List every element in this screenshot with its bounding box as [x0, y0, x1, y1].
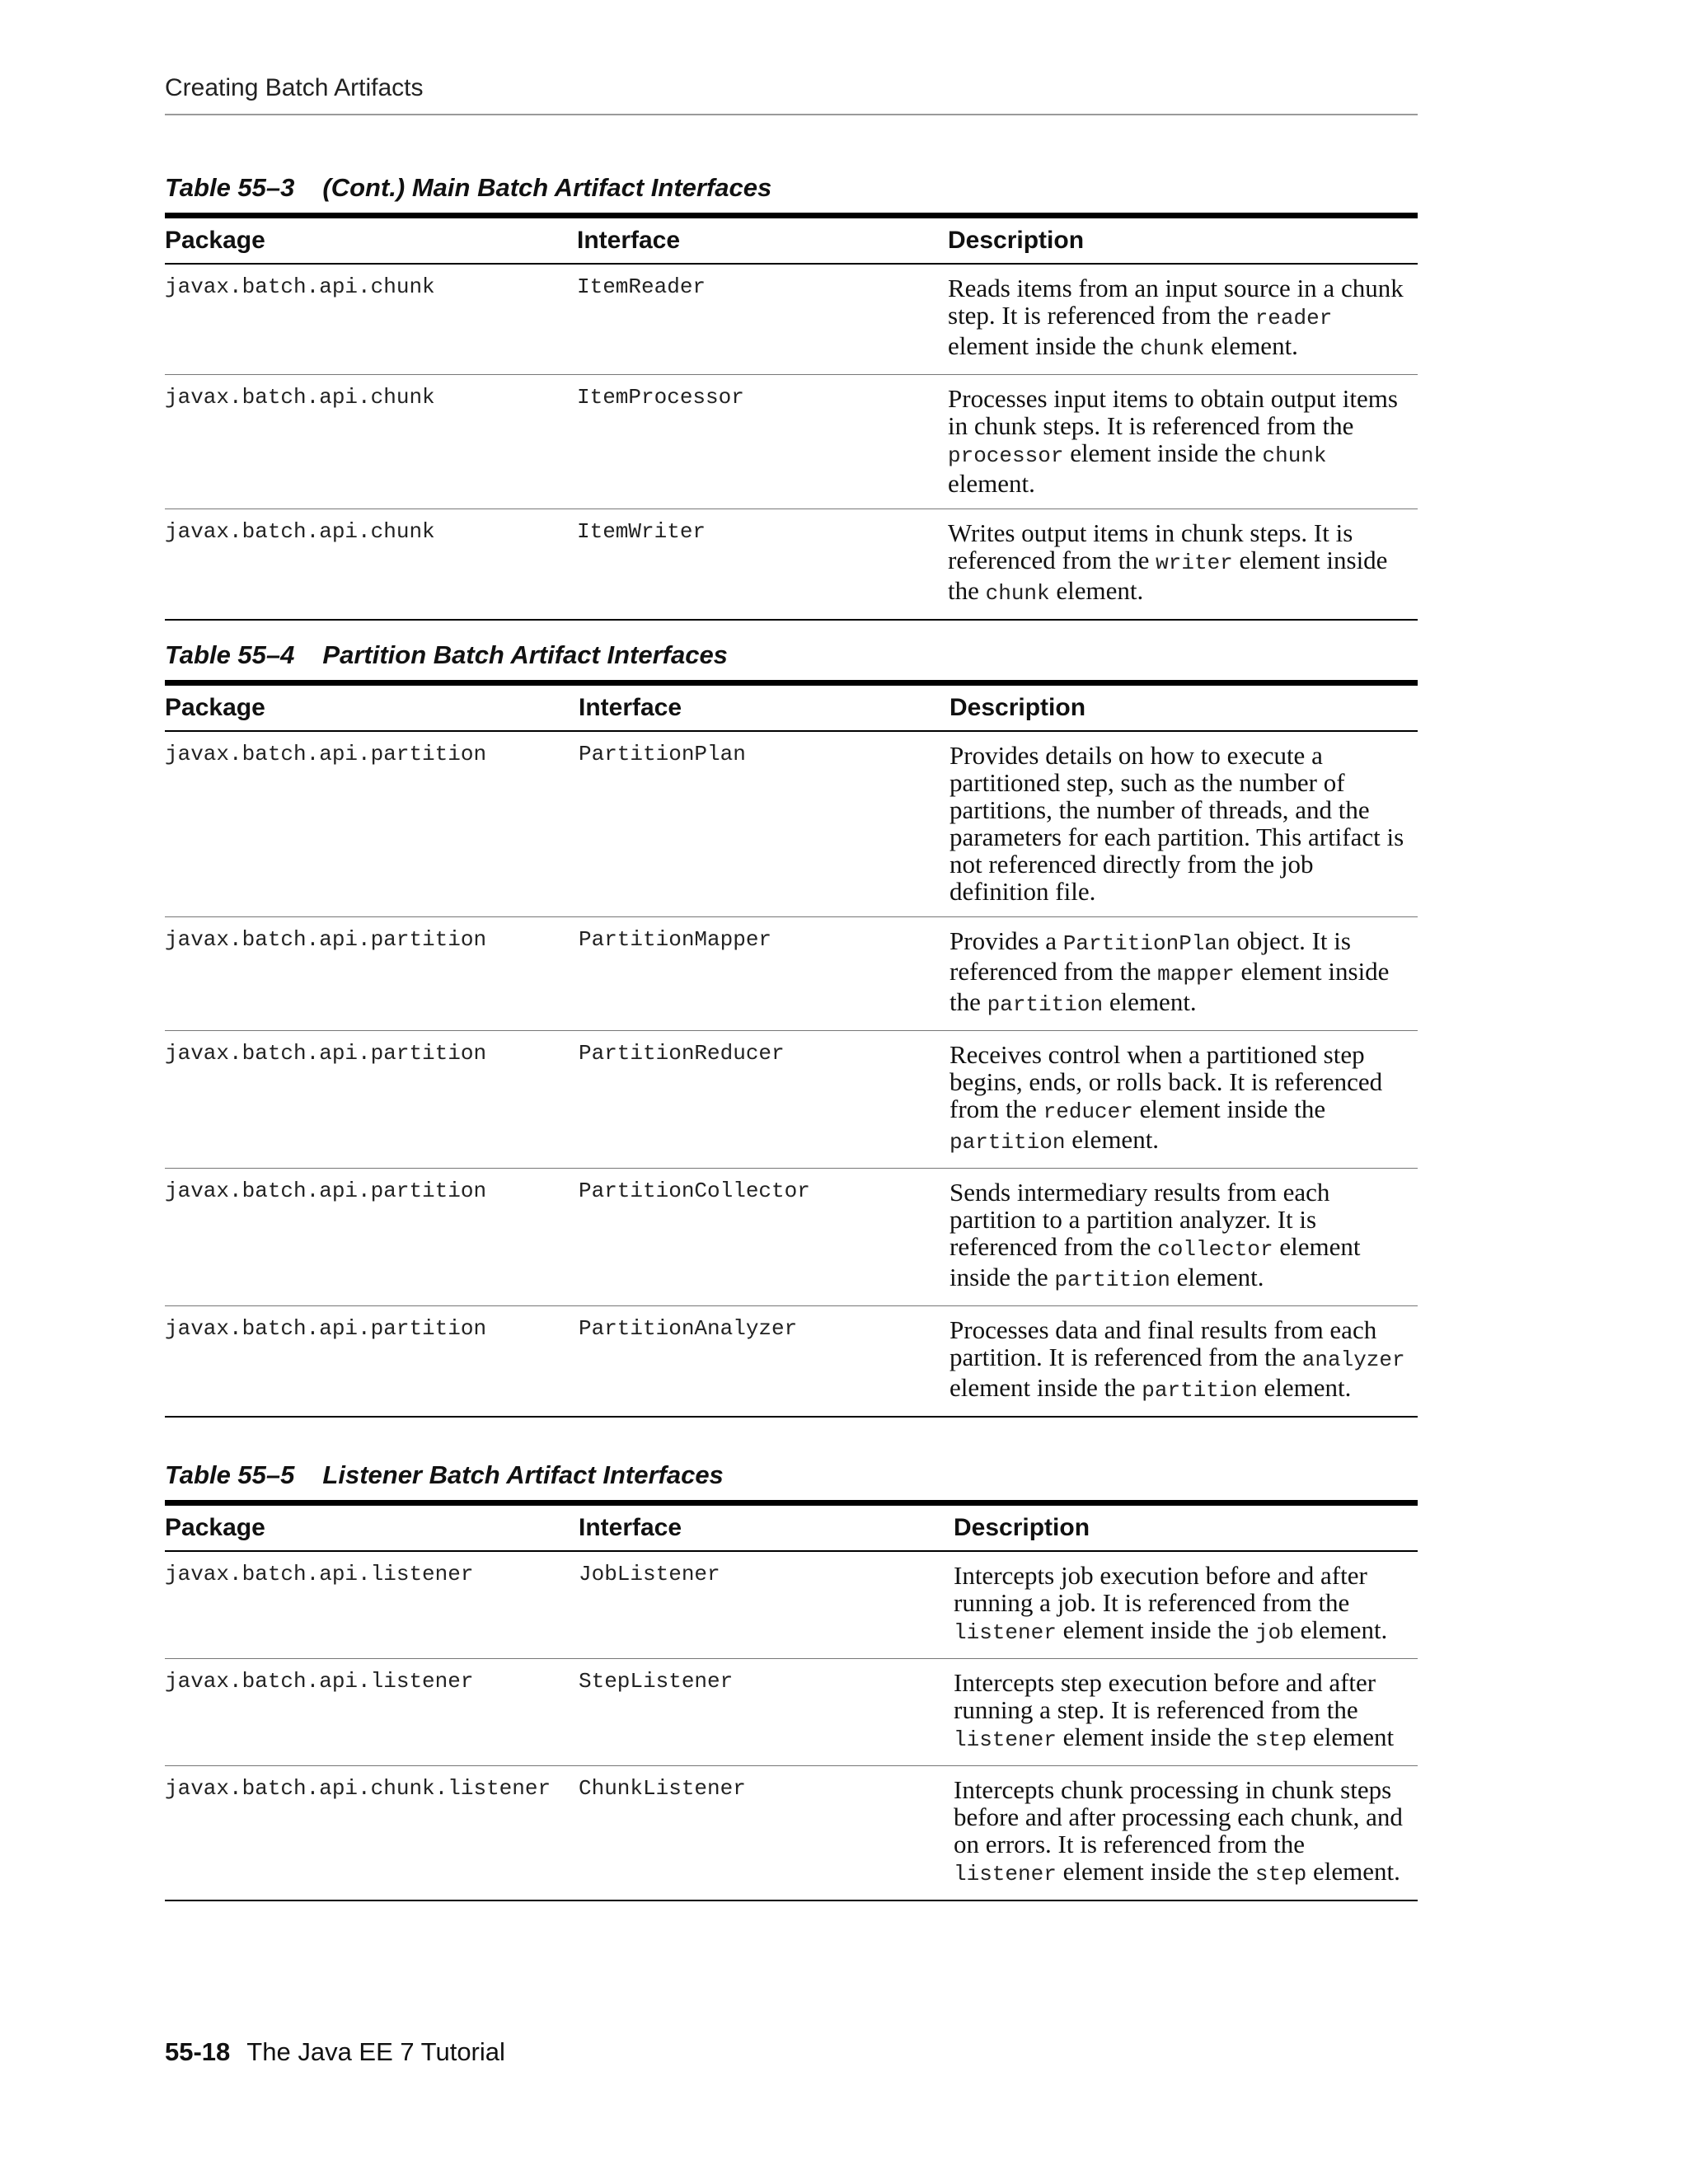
- description-text: element inside the: [1056, 1857, 1255, 1886]
- description-cell: [954, 1659, 1418, 1766]
- description-text: element inside the: [1056, 1615, 1255, 1644]
- description-cell: [950, 1031, 1418, 1169]
- description-text: element inside the: [950, 1232, 1361, 1291]
- table-row: [165, 509, 1418, 621]
- page-number: 55-18: [165, 2037, 231, 2066]
- description-cell: [950, 1306, 1418, 1418]
- table-55-4: [165, 640, 1418, 1418]
- interface-cell: ItemProcessor: [577, 375, 948, 509]
- table-row: [165, 1306, 1418, 1418]
- code-term: chunk: [1140, 336, 1205, 361]
- code-term: mapper: [1157, 962, 1235, 987]
- description-text: element inside the: [950, 1373, 1142, 1402]
- table-caption: [165, 173, 1418, 203]
- description-text: element.: [1049, 576, 1144, 605]
- description-text: element.: [948, 469, 1035, 498]
- interface-cell: PartitionPlan: [579, 731, 950, 917]
- column-header-description: Description: [954, 1503, 1418, 1552]
- interfaces-table: [165, 1500, 1418, 1901]
- table-header-row: [165, 216, 1418, 265]
- interfaces-table: [165, 680, 1418, 1418]
- table-number: Table 55–4: [165, 640, 295, 669]
- column-header-interface: Interface: [579, 1503, 954, 1552]
- column-header-description: Description: [948, 216, 1418, 265]
- package-cell: javax.batch.api.listener: [165, 1551, 579, 1659]
- description-text: Processes data and final results from each partition. It is referenced from the: [950, 1315, 1377, 1371]
- description-cell: [950, 731, 1418, 917]
- table-row: [165, 375, 1418, 509]
- interface-cell: ItemWriter: [577, 509, 948, 621]
- table-caption: [165, 1460, 1418, 1490]
- interface-cell: StepListener: [579, 1659, 954, 1766]
- interface-cell: PartitionCollector: [579, 1169, 950, 1306]
- table-title: Listener Batch Artifact Interfaces: [322, 1460, 724, 1489]
- description-text: element.: [1257, 1373, 1352, 1402]
- description-text: Writes output items in chunk steps. It is referenced from the: [948, 518, 1353, 574]
- package-cell: javax.batch.api.partition: [165, 1031, 579, 1169]
- code-term: chunk: [985, 581, 1050, 606]
- table-row: [165, 917, 1418, 1031]
- description-cell: [950, 917, 1418, 1031]
- table-header-row: [165, 683, 1418, 732]
- description-cell: [948, 509, 1418, 621]
- table-caption: [165, 640, 1418, 670]
- description-text: element.: [1293, 1615, 1388, 1644]
- column-header-package: Package: [165, 1503, 579, 1552]
- package-cell: javax.batch.api.chunk.listener: [165, 1766, 579, 1901]
- package-cell: javax.batch.api.partition: [165, 1306, 579, 1418]
- description-text: element inside the: [1063, 438, 1263, 467]
- description-text: Intercepts job execution before and after running a job. It is referenced from the: [954, 1561, 1367, 1617]
- code-term: partition: [987, 992, 1104, 1017]
- table-title: (Cont.) Main Batch Artifact Interfaces: [322, 173, 772, 202]
- description-cell: [954, 1766, 1418, 1901]
- page-footer: [165, 2037, 505, 2067]
- description-text: element inside the: [948, 331, 1141, 360]
- package-cell: javax.batch.api.chunk: [165, 375, 577, 509]
- table-55-3: [165, 173, 1418, 621]
- column-header-package: Package: [165, 683, 579, 732]
- table-title: Partition Batch Artifact Interfaces: [322, 640, 728, 669]
- code-term: writer: [1156, 551, 1233, 575]
- column-header-interface: Interface: [577, 216, 948, 265]
- code-term: analyzer: [1301, 1347, 1405, 1372]
- description-cell: [948, 375, 1418, 509]
- package-cell: javax.batch.api.listener: [165, 1659, 579, 1766]
- description-text: Reads items from an input source in a chunk step. It is referenced from the: [948, 274, 1404, 330]
- description-text: Intercepts step execution before and after running a step. It is referenced from the: [954, 1668, 1376, 1724]
- package-cell: javax.batch.api.partition: [165, 731, 579, 917]
- table-header-row: [165, 1503, 1418, 1552]
- column-header-interface: Interface: [579, 683, 950, 732]
- code-term: PartitionPlan: [1062, 931, 1231, 956]
- code-term: partition: [1054, 1268, 1170, 1292]
- code-term: collector: [1157, 1237, 1273, 1262]
- package-cell: javax.batch.api.chunk: [165, 509, 577, 621]
- package-cell: javax.batch.api.partition: [165, 917, 579, 1031]
- code-term: listener: [954, 1620, 1057, 1645]
- table-row: [165, 1169, 1418, 1306]
- description-text: Processes input items to obtain output items in chunk steps. It is referenced from the: [948, 384, 1398, 440]
- column-header-description: Description: [950, 683, 1418, 732]
- description-text: element inside the: [1132, 1094, 1326, 1123]
- interface-cell: JobListener: [579, 1551, 954, 1659]
- description-text: element.: [1170, 1263, 1264, 1291]
- description-text: element.: [1204, 331, 1298, 360]
- code-term: reader: [1254, 306, 1333, 330]
- table-row: [165, 1766, 1418, 1901]
- description-text: Sends intermediary results from each partition to a partition analyzer. It is referenced from the: [950, 1178, 1330, 1261]
- running-header: Creating Batch Artifacts: [165, 74, 1418, 115]
- description-cell: [950, 1169, 1418, 1306]
- description-text: object. It is referenced from the: [950, 926, 1351, 986]
- table-row: [165, 1659, 1418, 1766]
- interface-cell: PartitionReducer: [579, 1031, 950, 1169]
- interface-cell: PartitionMapper: [579, 917, 950, 1031]
- code-term: step: [1254, 1727, 1307, 1752]
- table-row: [165, 731, 1418, 917]
- table-55-5: [165, 1460, 1418, 1901]
- package-cell: javax.batch.api.partition: [165, 1169, 579, 1306]
- description-text: element inside the: [948, 546, 1388, 605]
- interface-cell: ItemReader: [577, 264, 948, 375]
- description-text: element.: [1306, 1857, 1400, 1886]
- interfaces-table: [165, 213, 1418, 621]
- description-cell: [954, 1551, 1418, 1659]
- package-cell: javax.batch.api.chunk: [165, 264, 577, 375]
- interface-cell: PartitionAnalyzer: [579, 1306, 950, 1418]
- table-number: Table 55–5: [165, 1460, 295, 1489]
- table-row: [165, 1031, 1418, 1169]
- description-text: element inside the: [950, 957, 1390, 1016]
- description-text: element.: [1103, 987, 1197, 1016]
- table-row: [165, 1551, 1418, 1659]
- code-term: job: [1254, 1620, 1294, 1645]
- description-text: Provides a: [950, 926, 1063, 955]
- code-term: chunk: [1262, 443, 1327, 468]
- column-header-package: Package: [165, 216, 577, 265]
- code-term: listener: [954, 1727, 1057, 1752]
- description-text: Intercepts chunk processing in chunk steps before and after processing each chunk, and on errors. It is referenced from the: [954, 1775, 1403, 1858]
- interface-cell: ChunkListener: [579, 1766, 954, 1901]
- description-text: element.: [1065, 1125, 1160, 1154]
- description-text: Provides details on how to execute a partitioned step, such as the number of partitions, the number of threads, and the parameters for each partition. This artifact is not referenced directly from the job definition file.: [950, 741, 1404, 906]
- description-text: Receives control when a partitioned step begins, ends, or rolls back. It is referenced from the: [950, 1040, 1383, 1123]
- code-term: reducer: [1043, 1099, 1133, 1124]
- table-row: [165, 264, 1418, 375]
- description-text: element: [1306, 1722, 1395, 1751]
- table-number: Table 55–3: [165, 173, 295, 202]
- book-title: The Java EE 7 Tutorial: [246, 2037, 505, 2066]
- code-term: step: [1254, 1862, 1307, 1886]
- code-term: processor: [948, 443, 1064, 468]
- description-cell: [948, 264, 1418, 375]
- description-text: element inside the: [1056, 1722, 1255, 1751]
- code-term: partition: [950, 1130, 1066, 1155]
- code-term: listener: [954, 1862, 1057, 1886]
- code-term: partition: [1142, 1378, 1258, 1403]
